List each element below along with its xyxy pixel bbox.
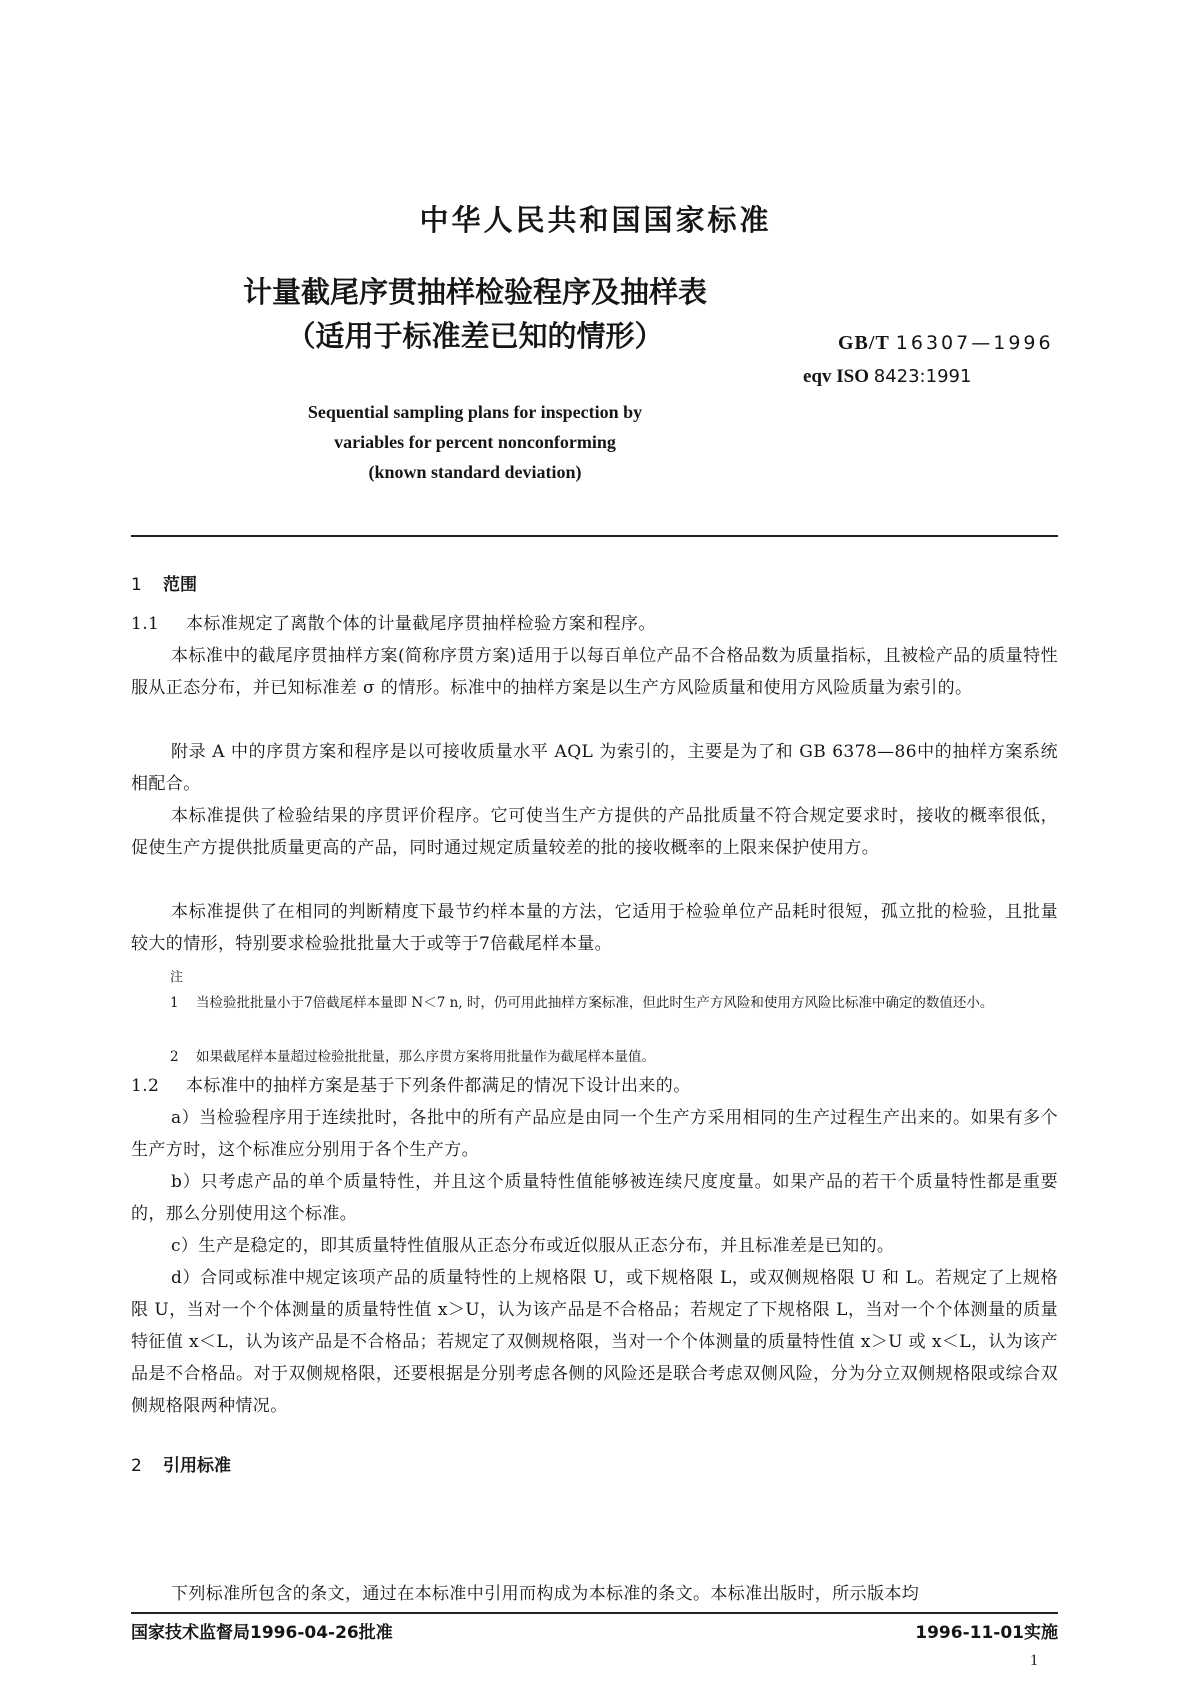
section-1-heading [131, 570, 197, 595]
footer-divider [131, 1612, 1058, 1614]
page-number: 1 [1030, 1652, 1038, 1669]
implementation-date: 1996-11-01实施 [915, 1623, 1058, 1643]
note-2-number: 2 [170, 1049, 179, 1065]
note-1-text: 当检验批批量小于7倍截尾样本量即 N＜7 n, 时，仍可用此抽样方案标准，但此时生产方风险和使用方风险比标准中确定的数值还小。 [196, 995, 994, 1011]
notes-heading: 注 [170, 970, 184, 985]
note-1-number: 1 [170, 995, 179, 1011]
scope-paragraph-3: 本标准提供了检验结果的序贯评价程序。它可使当生产方提供的产品批质量不符合规定要求时，接收的概率很低，促使生产方提供批质量更高的产品，同时通过规定质量较差的批的接收概率的上限来保护使用方。 [131, 806, 1058, 858]
document-title-line1: 计量截尾序贯抽样检验程序及抽样表 [242, 275, 707, 309]
clause-1-2 [131, 1070, 1058, 1102]
gbt-standard-code [838, 332, 1054, 355]
scope-paragraph-2: 附录 A 中的序贯方案和程序是以可接收质量水平 AQL 为索引的，主要是为了和 GB 6378—86中的抽样方案系统相配合。 [131, 742, 1058, 794]
note-1 [170, 990, 1058, 1016]
clause-1-1 [131, 608, 1058, 640]
note-2-text: 如果截尾样本量超过检验批批量，那么序贯方案将用批量作为截尾样本量值。 [196, 1049, 655, 1065]
section-2-number: 2 [131, 1456, 142, 1476]
scope-paragraph-4: 本标准提供了在相同的判断精度下最节约样本量的方法，它适用于检验单位产品耗时很短，孤立批的检验，且批量较大的情形，特别要求检验批批量大于或等于7倍截尾样本量。 [131, 902, 1058, 954]
header-divider [131, 535, 1058, 537]
clause-1-2-number: 1.2 [131, 1076, 160, 1096]
approval-line: 国家技术监督局1996-04-26批准 [131, 1623, 393, 1643]
gbt-number: 16307—1996 [895, 332, 1054, 354]
english-title-line2: variables for percent nonconforming [334, 432, 616, 452]
clause-1-1-text: 本标准规定了离散个体的计量截尾序贯抽样检验方案和程序。 [186, 614, 656, 634]
section-1-title: 范围 [163, 575, 197, 595]
eqv-number: 8423:1991 [873, 366, 972, 387]
condition-b: b）只考虑产品的单个质量特性，并且这个质量特性值能够被连续尺度度量。如果产品的若干个质量特性都是重要的，那么分别使用这个标准。 [131, 1172, 1058, 1224]
standard-header: 中华人民共和国国家标准 [419, 203, 772, 237]
english-title-line1: Sequential sampling plans for inspection by [307, 402, 643, 422]
english-title-line3: (known standard deviation) [368, 462, 582, 482]
condition-a: a）当检验程序用于连续批时，各批中的所有产品应是由同一个生产方采用相同的生产过程生产出来的。如果有多个生产方时，这个标准应分别用于各个生产方。 [131, 1108, 1058, 1160]
note-2 [170, 1044, 1058, 1070]
clause-1-2-text: 本标准中的抽样方案是基于下列条件都满足的情况下设计出来的。 [186, 1076, 691, 1096]
section-2-title: 引用标准 [163, 1456, 231, 1476]
section-1-number: 1 [131, 575, 142, 595]
condition-d: d）合同或标准中规定该项产品的质量特性的上规格限 U，或下规格限 L，或双侧规格限 U 和 L。若规定了上规格限 U，当对一个个体测量的质量特性值 x＞U，认为该产品是不合格品；若规定了下规格限 L，当对一个个体测量的质量特征值 x＜L，认为该产品是不合格品；若规定了双侧规格限，当对一个个体测量的质量特性值 x＞U 或 x＜L，认为该产品是不合格品。对于双侧规格限，还要根据是分别考虑各侧的风险还是联合考虑双侧风险，分为分立双侧规格限或综合双侧规格限两种情况。 [131, 1268, 1058, 1416]
gbt-prefix: GB/T [838, 332, 890, 354]
scope-paragraph-1: 本标准中的截尾序贯抽样方案(简称序贯方案)适用于以每百单位产品不合格品数为质量指标，且被检产品的质量特性服从正态分布，并已知标准差 σ 的情形。标准中的抽样方案是以生产方风险质量和使用方风险质量为索引的。 [131, 646, 1058, 698]
references-paragraph: 下列标准所包含的条文，通过在本标准中引用而构成为本标准的条文。本标准出版时，所示版本均 [171, 1584, 920, 1604]
document-title-line2: （适用于标准差已知的情形） [286, 319, 664, 353]
eqv-iso-code [803, 366, 971, 388]
condition-c: c）生产是稳定的，即其质量特性值服从正态分布或近似服从正态分布，并且标准差是已知的。 [171, 1236, 895, 1256]
section-2-heading [131, 1451, 231, 1476]
eqv-prefix: eqv ISO [803, 366, 869, 387]
clause-1-1-number: 1.1 [131, 614, 160, 634]
